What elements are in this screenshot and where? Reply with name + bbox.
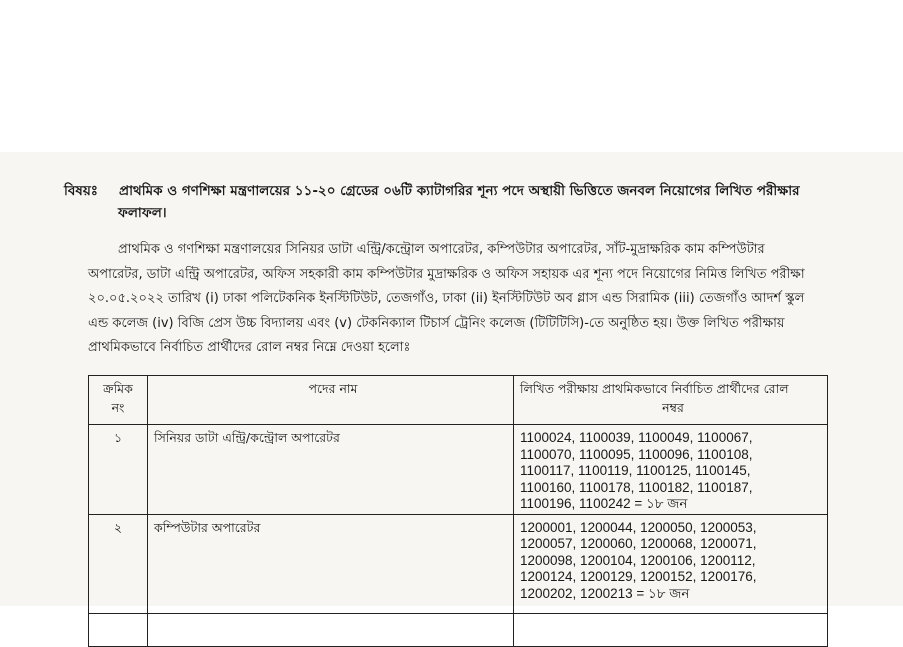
roll-line: 1200001, 1200044, 1200050, 1200053, bbox=[520, 519, 757, 535]
roll-line: 1100196, 1100242 = ১৮ জন bbox=[520, 496, 688, 511]
subject-block bbox=[64, 180, 864, 224]
roll-line: 1100117, 1100119, 1100125, 1100145, bbox=[520, 463, 751, 478]
row-post-name: কম্পিউটার অপারেটর bbox=[148, 514, 514, 613]
paragraph-line: প্রাথমিকভাবে নির্বাচিত প্রার্থীদের রোল নম্বর নিম্নে দেওয়া হলোঃ bbox=[88, 340, 411, 355]
paragraph-line: ২০.০৫.২০২২ তারিখ (i) ঢাকা পলিটেকনিক ইনস্টিটিউট, তেজগাঁও, ঢাকা (ii) ইনস্টিটিউট অব গ্লাস এন্ড সিরামিক (iii) তেজগাঁও আদর্শ স্কুল bbox=[88, 291, 805, 306]
header-post-name: পদের নাম bbox=[148, 376, 514, 425]
header-roll-numbers: লিখিত পরীক্ষায় প্রাথমিকভাবে নির্বাচিত প্রার্থীদের রোল নম্বর bbox=[514, 376, 828, 425]
subject-line-2: ফলাফল। bbox=[118, 205, 167, 221]
table-row-partial bbox=[89, 613, 828, 646]
paragraph-line: প্রাথমিক ও গণশিক্ষা মন্ত্রণালয়ের সিনিয়র ডাটা এন্ট্রি/কন্ট্রোল অপারেটর, কম্পিউটার অপারেটর, সাঁট-মুদ্রাক্ষরিক কাম কম্পিউটার bbox=[118, 242, 765, 257]
roll-line: 1200124, 1200129, 1200152, 1200176, bbox=[520, 569, 757, 584]
paragraph-line: এন্ড কলেজ (iv) বিজি প্রেস উচ্চ বিদ্যালয় এবং (v) টেকনিক্যাল টিচার্স ট্রেনিং কলেজ (টিটিটিসি)-তে অনুষ্ঠিত হয়। উক্ত লিখিত পরীক্ষায় bbox=[88, 315, 785, 331]
row-roll-list bbox=[514, 514, 828, 613]
row-serial: ২ bbox=[89, 514, 148, 613]
roll-line: 1200098, 1200104, 1200106, 1200112, bbox=[520, 552, 756, 568]
roll-line: 1100070, 1100095, 1100096, 1100108, bbox=[520, 446, 753, 462]
table-header-row bbox=[89, 376, 828, 425]
subject-label: বিষয়ঃ bbox=[64, 183, 98, 199]
header-serial: ক্রমিক নং bbox=[89, 376, 148, 425]
roll-line: 1200202, 1200213 = ১৮ জন bbox=[520, 585, 690, 601]
table-row bbox=[89, 425, 828, 515]
paragraph-line: অপারেটর, ডাটা এন্ট্রি অপারেটর, অফিস সহকারী কাম কম্পিউটার মুদ্রাক্ষরিক ও অফিস সহায়ক এর শূন্য পদে নিয়োগের নিমিত্ত লিখিত পরীক্ষা bbox=[88, 266, 805, 282]
body-paragraph bbox=[88, 238, 878, 361]
subject-text: প্রাথমিক ও গণশিক্ষা মন্ত্রণালয়ের ১১-২০ গ্রেডের ০৬টি ক্যাটাগরির শূন্য পদে অস্থায়ী ভিত্তিতে জনবল নিয়োগের লিখিত পরীক্ষার bbox=[119, 183, 800, 199]
roll-line: 1200057, 1200060, 1200068, 1200071, bbox=[520, 536, 757, 551]
subject-line-1 bbox=[64, 180, 864, 202]
row-serial: ১ bbox=[89, 425, 148, 515]
top-margin bbox=[0, 0, 903, 160]
row-post-name: সিনিয়র ডাটা এন্ট্রি/কন্ট্রোল অপারেটর bbox=[148, 425, 514, 515]
roll-line: 1100160, 1100178, 1100182, 1100187, bbox=[520, 479, 753, 495]
roll-line: 1100024, 1100039, 1100049, 1100067, bbox=[520, 430, 753, 445]
table-row bbox=[89, 514, 828, 613]
row-roll-list bbox=[514, 425, 828, 515]
